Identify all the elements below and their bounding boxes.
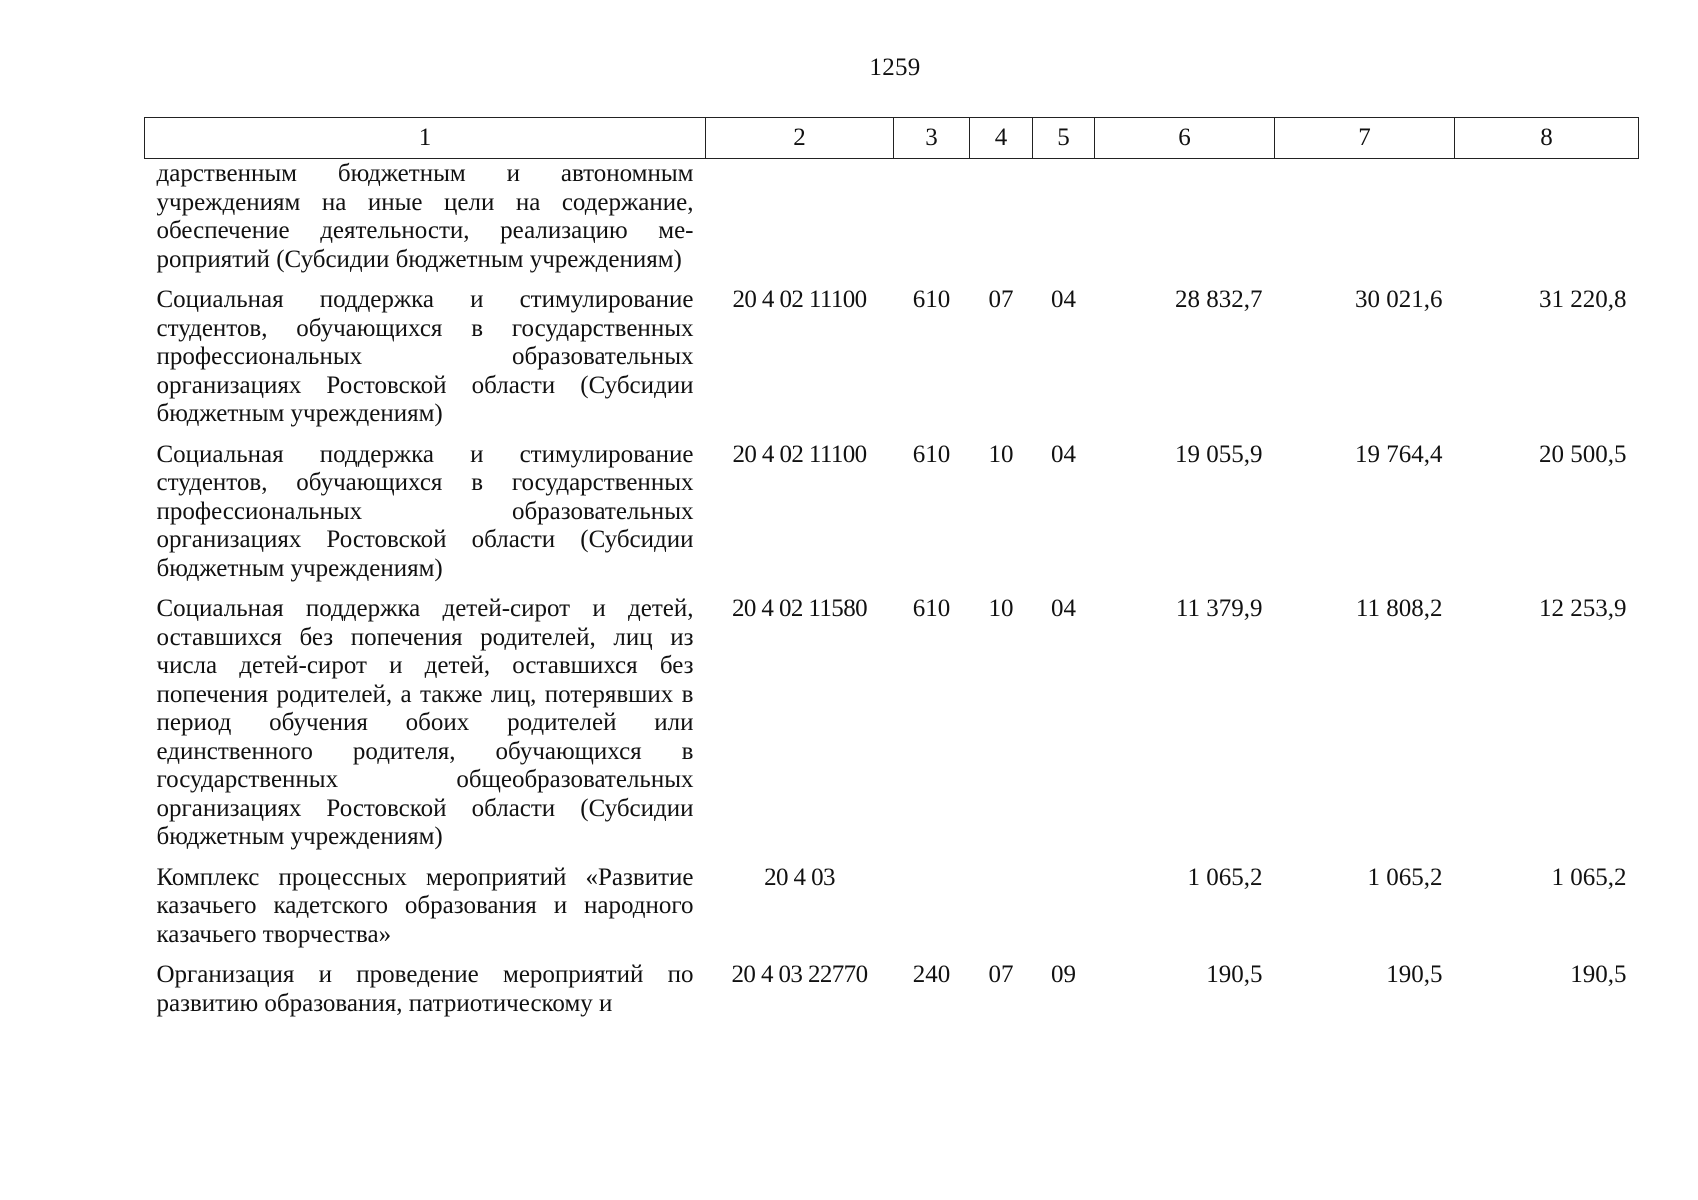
row-name: Организация и проведение мероприятий по развитию образования, патриотическому и: [156, 961, 694, 1017]
row-amount-7: 30 021,6: [1355, 286, 1443, 313]
row-name: Социальная поддержка и стимулирование студентов, обучающихся в государственных профессиональных образовательных организациях Ростовской области (Субсидии бюджетным учреждениям): [156, 286, 694, 427]
column-header-8: 8: [1455, 118, 1639, 159]
row-name: Социальная поддержка детей-сирот и детей, оставшихся без попечения родителей, лиц из числа детей-сирот и детей, оставшихся без попечения родителей, а также лиц, потерявших в период обучения обоих родителей или единственного родителя, обучающихся в государственных общеобразовательных организациях Ростовской области (Субсидии бюджетным учреждениям): [156, 595, 694, 850]
row-rz: 10: [988, 440, 1014, 468]
table-row: [145, 159, 1639, 275]
row-rz: 10: [988, 595, 1014, 622]
row-code: [706, 159, 894, 275]
row-amount-6: 28 832,7: [1175, 286, 1263, 313]
column-header-4: 4: [970, 118, 1033, 159]
column-header-1: 1: [145, 118, 706, 159]
row-amount-6: 190,5: [1206, 961, 1263, 988]
column-header-7: 7: [1275, 118, 1455, 159]
row-amount-6: [1095, 159, 1275, 275]
header-row: [145, 118, 1639, 159]
row-code: 20 4 03 22770: [731, 961, 868, 988]
table-row: [145, 852, 1639, 950]
row-name: Социальная поддержка и стимулирование студентов, обучающихся в государственных профессиональных образовательных организациях Ростовской области (Субсидии бюджетным учреждениям): [156, 440, 694, 582]
table-row: [145, 949, 1639, 1018]
row-pr: [1033, 852, 1095, 950]
row-vr: 610: [912, 440, 951, 468]
row-vr: 610: [912, 595, 951, 622]
table-body: [145, 159, 1639, 1019]
row-rz: [970, 852, 1033, 950]
column-header-6: 6: [1095, 118, 1275, 159]
row-pr: [1033, 159, 1095, 275]
row-amount-7: 19 764,4: [1355, 440, 1443, 468]
row-rz: 07: [988, 286, 1014, 313]
row-amount-6: 1 065,2: [1187, 863, 1263, 891]
row-code: 20 4 03: [764, 863, 835, 891]
row-amount-7: 1 065,2: [1367, 863, 1443, 891]
page-number: 1259: [869, 54, 921, 81]
table-row: [145, 583, 1639, 852]
row-amount-8: 1 065,2: [1551, 863, 1627, 891]
table-row: [145, 274, 1639, 429]
row-amount-8: 190,5: [1570, 961, 1627, 988]
column-header-3: 3: [894, 118, 970, 159]
row-amount-8: [1455, 159, 1639, 275]
column-header-2: 2: [706, 118, 894, 159]
row-amount-6: 19 055,9: [1175, 440, 1263, 468]
row-amount-7: 11 808,2: [1355, 595, 1443, 622]
row-amount-8: 20 500,5: [1539, 440, 1627, 468]
row-amount-7: 190,5: [1386, 961, 1443, 988]
table-header: [145, 118, 1639, 159]
row-rz: [970, 159, 1033, 275]
row-name: Комплекс процессных мероприятий «Развитие казачьего кадетского образования и народного казачьего творчества»: [156, 863, 694, 948]
row-code: 20 4 02 11100: [732, 286, 867, 313]
row-amount-7: [1275, 159, 1455, 275]
row-code: 20 4 02 11580: [731, 595, 868, 622]
row-pr: 09: [1051, 961, 1076, 988]
row-name: дарственным бюджетным и автономным учреждениям на иные цели на содержание, обеспечение деятельности, реализацию мероприятий (Субсидии бюджетным учреждениям): [156, 160, 694, 273]
table-row: [145, 429, 1639, 584]
row-rz: 07: [988, 961, 1014, 988]
row-vr: 240: [912, 961, 951, 988]
row-amount-8: 12 253,9: [1539, 595, 1627, 622]
row-pr: 04: [1051, 286, 1076, 313]
row-vr: [894, 159, 970, 275]
row-amount-6: 11 379,9: [1175, 595, 1263, 622]
column-header-5: 5: [1033, 118, 1095, 159]
row-amount-8: 31 220,8: [1539, 286, 1627, 313]
row-pr: 04: [1051, 440, 1076, 468]
row-pr: 04: [1051, 595, 1076, 622]
budget-table: [144, 117, 1639, 1018]
row-vr: 610: [912, 286, 951, 313]
row-vr: [894, 852, 970, 950]
row-code: 20 4 02 11100: [732, 440, 867, 468]
